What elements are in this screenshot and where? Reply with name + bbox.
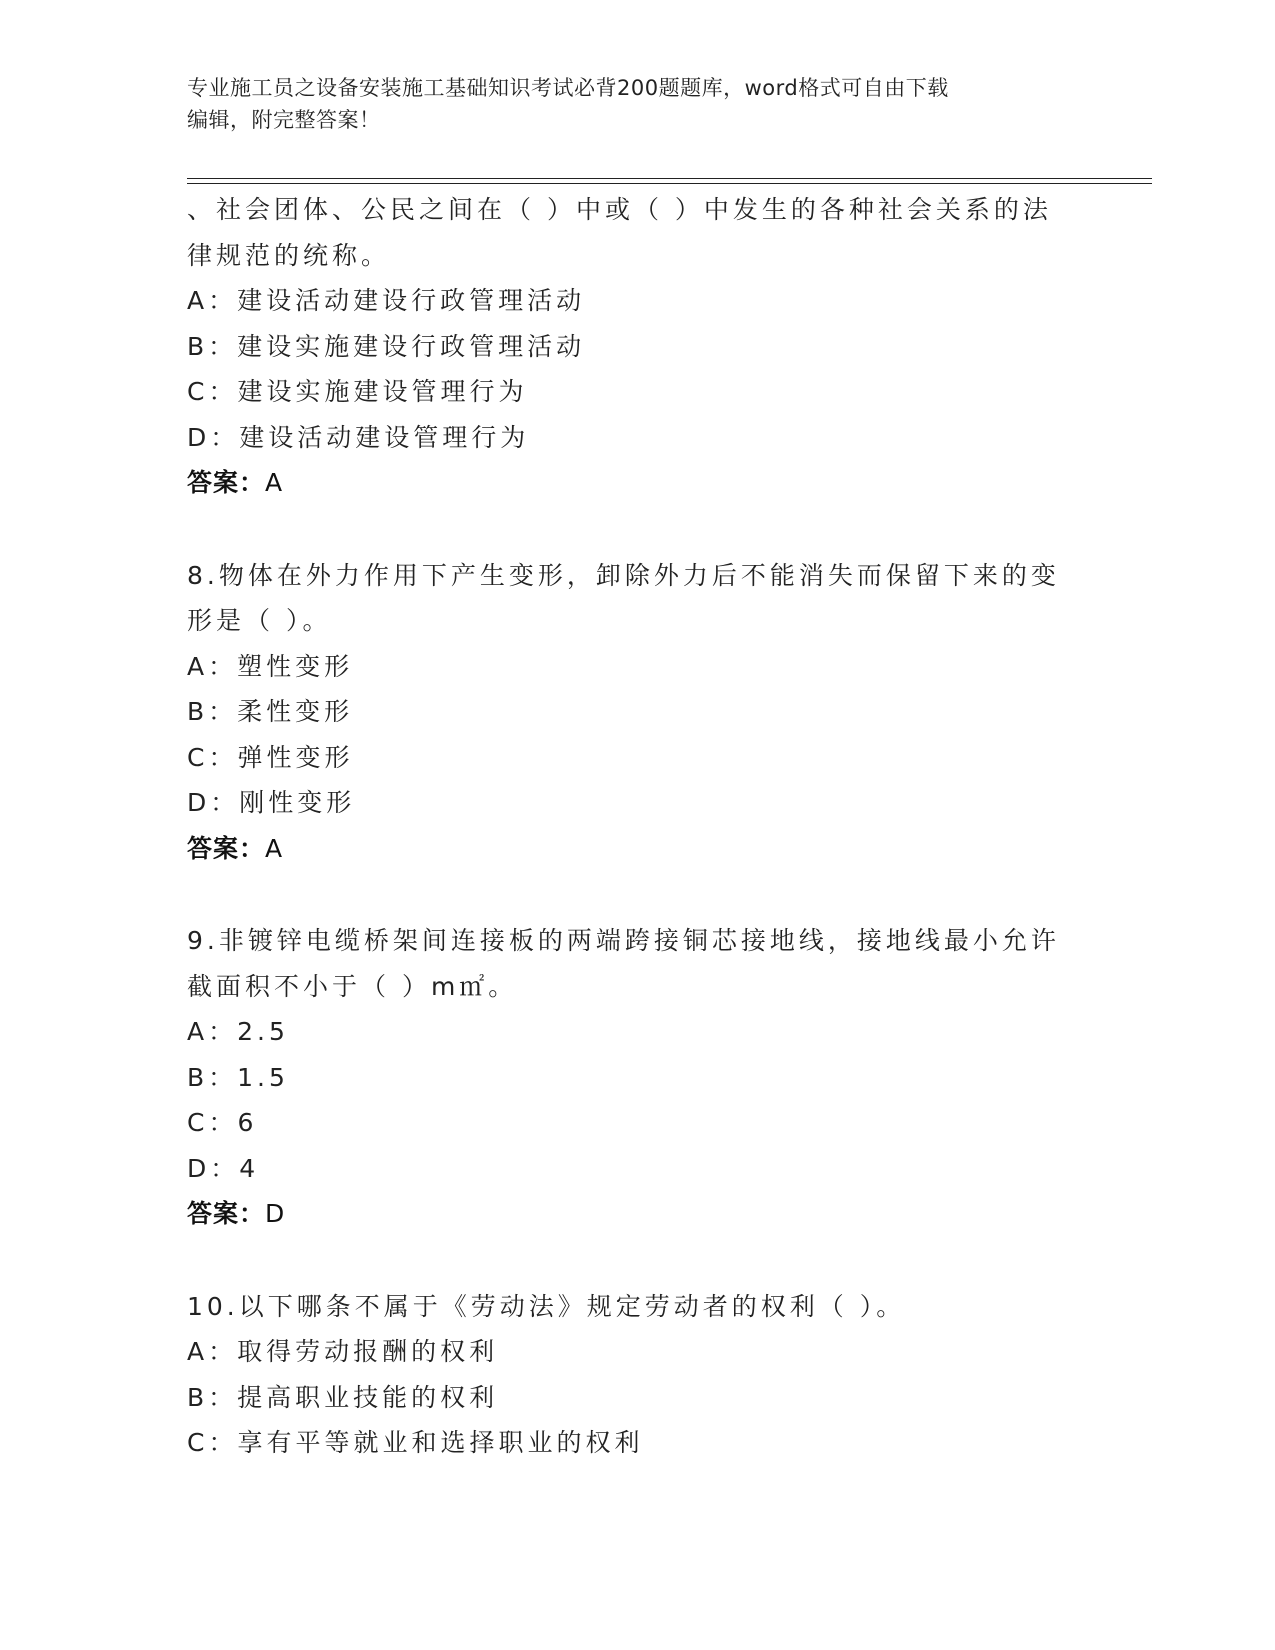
question-7-option-d: D：建设活动建设管理行为 xyxy=(187,422,530,452)
question-7-stem-line-2: 律规范的统称。 xyxy=(187,240,391,270)
question-8-option-a: A：塑性变形 xyxy=(187,651,354,681)
question-spacer xyxy=(187,1237,1067,1284)
question-7-answer xyxy=(187,460,1067,506)
question-9-stem-line-1: 9.非镀锌电缆桥架间连接板的两端跨接铜芯接地线，接地线最小允许 xyxy=(187,926,1060,955)
question-9-option-c: C：6 xyxy=(187,1108,258,1137)
question-list xyxy=(187,187,1067,1466)
answer-label: 答案： xyxy=(187,833,266,863)
question-spacer xyxy=(187,871,1067,918)
question-9-option-d: D：4 xyxy=(187,1153,260,1183)
question-10-stem-line-1: 10.以下哪条不属于《劳动法》规定劳动者的权利（ ）。 xyxy=(187,1291,906,1321)
document-header xyxy=(187,72,1067,136)
question-8-option-c: C：弹性变形 xyxy=(187,742,354,772)
question-8-option-d: D：刚性变形 xyxy=(187,788,356,817)
question-8 xyxy=(187,553,1067,872)
question-9-stem-line-2: 截面积不小于（ ）m㎡。 xyxy=(187,971,518,1001)
answer-value: A xyxy=(265,833,284,863)
question-8-answer xyxy=(187,826,1067,872)
question-10-option-b: B：提高职业技能的权利 xyxy=(187,1382,499,1412)
answer-value: D xyxy=(265,1199,286,1228)
question-8-option-b: B：柔性变形 xyxy=(187,697,354,726)
question-9 xyxy=(187,918,1067,1237)
header-divider-bottom xyxy=(187,183,1152,184)
question-7-stem-line-1: 、社会团体、公民之间在（ ）中或（ ）中发生的各种社会关系的法 xyxy=(187,195,1052,224)
question-9-option-b: B：1.5 xyxy=(187,1062,289,1092)
question-9-option-a: A：2.5 xyxy=(187,1017,289,1046)
question-9-answer xyxy=(187,1191,1067,1237)
question-8-stem-line-2: 形是（ ）。 xyxy=(187,606,332,635)
question-7 xyxy=(187,187,1067,506)
question-7-option-b: B：建设实施建设行政管理活动 xyxy=(187,331,586,361)
question-10-option-c: C：享有平等就业和选择职业的权利 xyxy=(187,1428,644,1457)
question-7-option-c: C：建设实施建设管理行为 xyxy=(187,377,528,406)
question-7-option-a: A：建设活动建设行政管理活动 xyxy=(187,286,586,315)
answer-label: 答案： xyxy=(187,1199,266,1228)
question-10 xyxy=(187,1284,1067,1466)
header-title-line-2: 编辑，附完整答案！ xyxy=(187,108,381,132)
header-title-line-1: 专业施工员之设备安装施工基础知识考试必背200题题库，word格式可自由下载 xyxy=(187,76,949,100)
question-spacer xyxy=(187,506,1067,553)
answer-value: A xyxy=(265,468,284,497)
question-10-option-a: A：取得劳动报酬的权利 xyxy=(187,1337,499,1366)
answer-label: 答案： xyxy=(187,468,266,497)
header-divider-top xyxy=(187,178,1152,179)
question-8-stem-line-1: 8.物体在外力作用下产生变形，卸除外力后不能消失而保留下来的变 xyxy=(187,560,1060,590)
